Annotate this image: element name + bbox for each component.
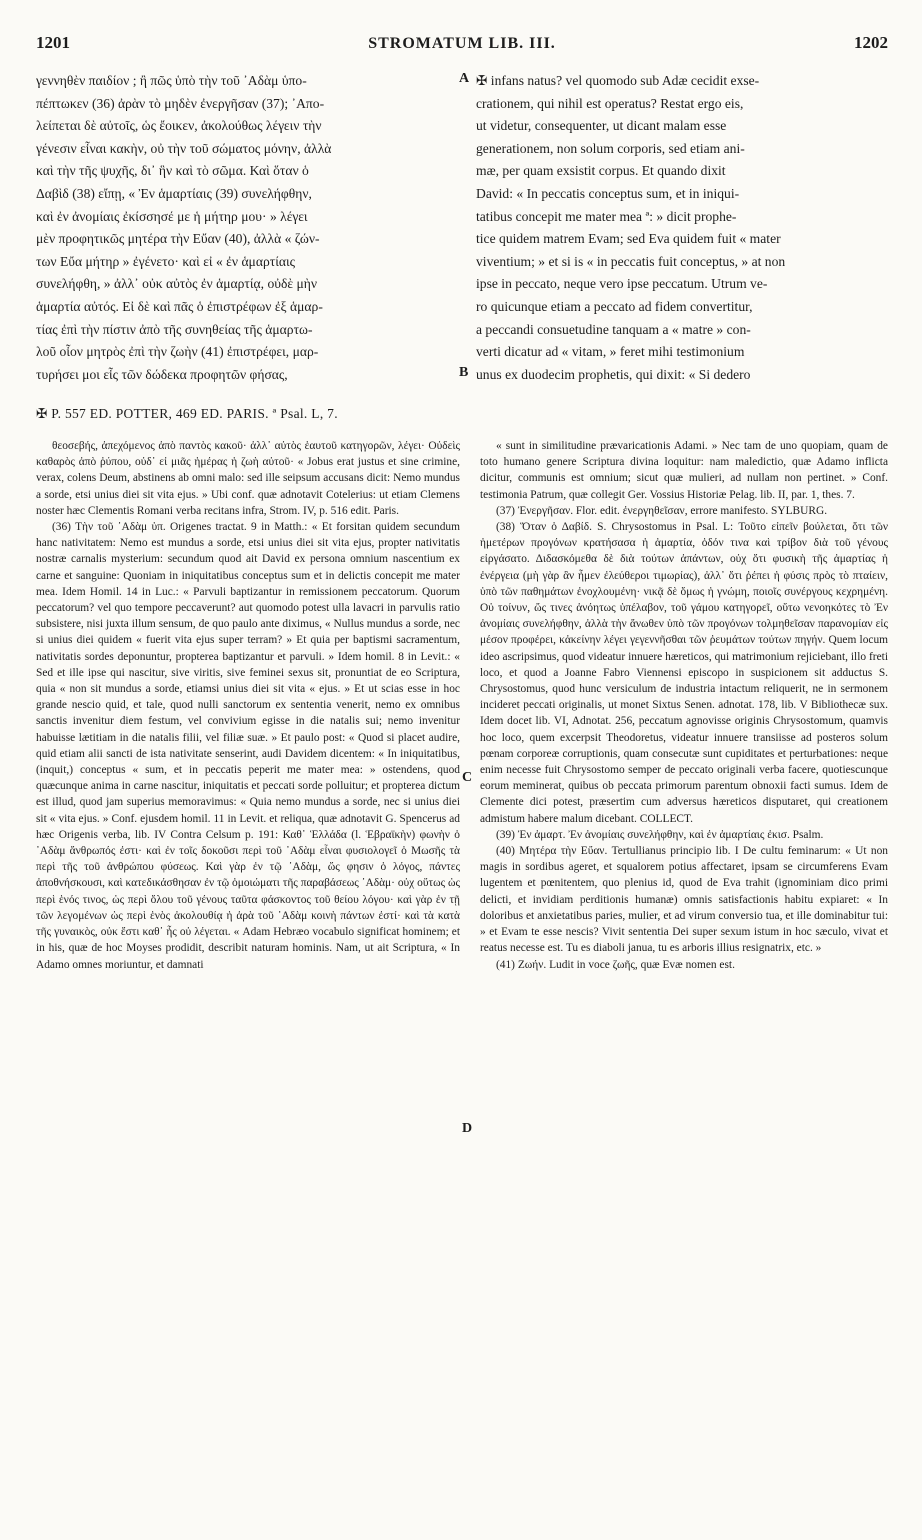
greek-text-line: των Εὔα μήτηρ » ἐγένετο· καὶ εἰ « ἐν ἁμαρτίαις [36,253,296,269]
greek-text-line: μὲν προφητικῶς μητέρα τὴν Εὔαν (40), ἀλλὰ « ζών- [36,231,320,247]
running-title: STROMATUM LIB. III. [368,35,556,52]
greek-text-line: τυρήσει μοι εἷς τῶν δώδεκα προφητῶν φήσας, [36,366,288,382]
page-number-left: 1201 [36,33,70,52]
footnote-paragraph: (39) Ἐν ἁμαρτ. Ἐν ἀνομίαις συνελήφθην, καὶ ἐν ἁμαρτίαις ἐκισ. Psalm. [496,828,824,841]
footnote-paragraph: (37) Ἐνεργῆσαν. Flor. edit. ἐνεργηθεῖσαν, errore manifesto. SYLBURG. [496,504,828,517]
column-marker-b: B [459,365,469,380]
greek-text-line: τίας ἐπὶ τὴν πίστιν ἀπὸ τῆς συνηθείας τῆς ἁμαρτω- [36,321,313,337]
footnote-paragraph: (41) Ζωήν. Ludit in voce ζωῆς, quæ Evæ nomen est. [496,958,735,971]
latin-text-line: ut videtur, consequenter, ut dicant malam esse [476,118,727,134]
latin-text-line: David: « In peccatis conceptus sum, et in iniqui- [476,185,740,201]
greek-text-line: γένεσιν εἶναι κακὴν, οὐ τὴν τοῦ σώματος μόνην, ἀλλὰ [36,140,332,156]
latin-text-line: tice quidem matrem Evam; sed Eva quidem fuit « mater [476,231,781,247]
latin-text-line: generationem, non solum corporis, sed etiam ani- [476,140,745,156]
latin-text-line: viventium; » et si is « in peccatis fuit conceptus, » at non [476,253,786,269]
greek-text-line: καὶ ἐν ἀνομίαις ἐκίσσησέ με ἡ μήτηρ μου· » λέγει [36,208,308,224]
greek-text-line: Δαβὶδ (38) εἴπῃ, « Ἐν ἁμαρτίαις (39) συνελήφθην, [36,185,312,201]
greek-text-line: ἁμαρτία αὐτός. Εἰ δὲ καὶ πᾶς ὁ ἐπιστρέφων ἐξ ἁμαρ- [36,298,323,314]
latin-text-line: mæ, per quam exsistit corpus. Et quando dixit [476,163,726,179]
greek-text-line: λείπεται δὲ αὐτοῖς, ὡς ἔοικεν, ἀκολούθως λέγειν τὴν [36,118,322,134]
greek-text-line: γεννηθὲν παιδίον ; ἢ πῶς ὑπὸ τὴν τοῦ ᾿Αδὰμ ὑπο- [36,73,307,88]
column-marker-c: C [462,770,473,785]
footnote-paragraph: (38) Ὅταν ὁ Δαβίδ. S. Chrysostomus in Psal. L: Τοῦτο εἰπεῖν βούλεται, ὅτι τῶν ἡμετέρων προγόνων κρατήσασα ἡ ἁμαρτία, ὁδόν τινα καὶ τρίβον διὰ τοῦ γένους εἰργάσατο. Διδασκόμεθα δὲ διὰ τούτων ἀπάντων, οὐχ ὅτι φυσικὴ τῆς ἁμαρτίας ἡ ἐνέργεια (μὴ γὰρ ἂν ἦμεν ἐλεύθεροι τιμωρίας), ἀλλ᾿ ὅτι ῥέπει ἡ φύσις πρὸς τὸ πταίειν, ὑπὸ τῶν παθημάτων ἐνοχλουμένη· νικᾷ δὲ ὅμως ἡ γνώμη, ποιοῖς συνέργους κεχρημένη. Οὐ τοίνυν, ὥς τινες ἀνόητως ὑπέλαβον, τοῦ γάμου κατηγορεῖ, οὕτω νενοηκότες τὸ Ἐν ἀνομίαις συνελήφθην, ἀλλὰ τὴν ἄνωθεν ὑπὸ τῶν προγόνων τολμηθεῖσαν παρανομίαν εἰς μέσον προφέρει, κἀκείνην λέγει γεγεννῆσθαι τῶν ῥευμάτων τούτων πηγήν. Quem locum ideo ascripsimus, quod videatur innuere hæreticos, qui matrimonium rejiciebant, illo freti loco, et quod a Joanne Fabro Viennensi episcopo in suspicionem sit adductus S. Chrysostomus, quod hunc versiculum de industria intactum reliquerit, ne in sermonem incideret peccati originalis, ut monet Sixtus Senen. adnotat. 178, lib. V Bibliothecæ sux. Idem docet lib. VI, Adnotat. 256, peccatum agnovisse originis Chrysostomum, quamvis hoc loco, quem excerpsit Theodoretus, videatur innuere transiisse ad posteros solum pœnam corporeæ corruptionis, quam consecutæ sunt cupiditates et perturbationes: neque enim necesse fuit Chrysostomo semper de peccato originali verba facere, quotiescunque eorum meminerat, quibus ob peccata primorum parentum obnoxii facti sumus. Idem de Clemente dici potest, præsertim cum adversus hæreticos disputaret, qui creationem admistum habere malum dicebant. COLLECT. [480,521,888,825]
latin-text-line: unus ex duodecim prophetis, qui dixit: « Si dedero [476,366,751,382]
latin-text-line: verti dicatur ad « vitam, » feret mihi testimonium [476,344,745,360]
page-header [36,33,888,59]
footnotes-left-column [36,438,460,973]
footnote-paragraph: « sunt in similitudine prævaricationis Adami. » Nec tam de uno quopiam, quam de toto humano genere Scriptura divina loquitur: nam maledictio, quæ Adamo inflicta dicitur, communis est omnium; sicut quæ mulieri, ad nullam non pertinet. » Conf. testimonia Patrum, quæ collegit Ger. Vossius Historiæ Pelag. lib. II, par. 1, thes. 7. [480,440,888,501]
latin-text-line: a peccandi consuetudine tanquam a « matre » con- [476,321,751,337]
greek-main-text [36,70,456,386]
column-marker-a: A [459,71,470,86]
latin-text-line: ✠ infans natus? vel quomodo sub Adæ cecidit exse- [476,73,760,88]
footnotes-right-column [480,438,888,973]
page-number-right: 1202 [854,33,888,52]
latin-text-line: ro quicunque etiam a peccato ad fidem convertitur, [476,298,753,314]
greek-text-line: καὶ τὴν τῆς ψυχῆς, δι᾿ ἣν καὶ τὸ σῶμα. Καὶ ὅταν ὁ [36,163,309,179]
footnote-paragraph: (36) Τὴν τοῦ ᾿Αδὰμ ὑπ. Origenes tractat. 9 in Matth.: « Et forsitan quidem secundum hanc nativitatem: Nemo est mundus a sorde, etsi unius diei sit vita ejus, propter nativitatis nostræ carnalis mysterium: secundum quod ait David ex persona omnium nascentium ex carne et sanguine: Quoniam in iniquitatibus conceptus sum et in delictis concepit me mater mea. Idem Homil. 14 in Luc.: « Parvuli baptizantur in remissionem peccatorum. Quorum peccatorum? vel quo tempore peccaverunt? aut quomodo potest ulla lavacri in parvulis ratio subsistere, nisi juxta illum sensum, de quo paulo ante diximus, « Nullus mundus a sorde, nec si unius diei quidem « fuerit vita ejus super terram? » Et quia per baptismi sacramentum, nativitatis sordes deponuntur, propterea baptizantur et parvuli. » Idem homil. 8 in Levit.: « Sed et ille ipse qui nascitur, sive viritis, sive feminei sexus sit, pronuntiat de eo Scriptura, quia « non sit mundus a sorde, etiamsi unius diei sit vita « ejus. » Et ut scias esse in hoc grande nescio quid, et tale, quod nulli sanctorum ex sententia venerit, nemo ex omnibus sanctis invenitur diem festum, vel convivium egisse in die natalis sui; nemo invenitur habuisse lætitiam in die natalis filii, vel filiæ suæ. » Et paulo post: « Quod si placet audire, quid etiam alii sancti de ista nativitate senserint, audi Davidem dicentem: « In iniquitatibus, (inquit,) conceptus « sum, et in peccatis peperit me mater mea: » ostendens, quod quæcunque anima in carne nascitur, iniquitatis et peccati sorde polluitur; et propterea dictum est illud, quod jam superius memoravimus: « Quia nemo mundus a sorde, nec si unius diei sit « vita ejus. » Conf. ejusdem homil. 11 in Levit. et reliqua, quæ adnotavit G. Spencerus ad hæc Origenis verba, lib. IV Contra Celsum p. 191: Καθ᾿ Ἑλλάδα (l. Ἑβραϊκὴν) φωνὴν ὁ ᾿Αδὰμ ἄνθρωπός ἐστι· καὶ ἐν τοῖς δοκοῦσι περὶ τοῦ ᾿Αδὰμ εἶναι φυσιολογεῖ ὁ Μωσῆς τὰ περὶ τῆς τοῦ ἀνθρώπου φύσεως. Καὶ γὰρ ἐν τῷ ᾿Αδὰμ, ὥς φησιν ὁ λόγος, πάντες ἀποθνήσκουσι, καὶ κατεδικάσθησαν ἐν τῷ ὁμοιώματι τῆς παραβάσεως ᾿Αδὰμ· οὐχ οὕτως ὡς περὶ ἑνός τινος, ὡς περὶ ὅλου τοῦ γένους ταῦτα φάσκοντος τοῦ θείου λόγου· καὶ γὰρ ἐν τῇ τῶν λεγομένων ὡς περὶ ἑνὸς ἀκολουθίᾳ ἡ ἀρὰ τοῦ ᾿Αδὰμ κοινὴ πάντων ἐστί· καὶ τὰ κατὰ τῆς γυναικὸς, οὐκ ἔστι καθ᾿ ἧς οὐ λέγεται. « Adam Hebræo vocabulo significat hominem; et in his, quæ de hoc Moyses prodidit, describit naturam hominis. Nam, ut ait Scriptura, « In Adamo omnes moriuntur, et damnati [36,521,460,971]
latin-text-line: ipse in peccato, neque vero ipse peccatum. Utrum ve- [476,276,768,292]
footnote-paragraph: (40) Μητέρα τὴν Εὔαν. Tertullianus principio lib. I De cultu feminarum: « Ut non magis in sordibus ageret, et squalorem potius affectaret, ipsam se circumferens Evam lugentem et pœnitentem, quo plenius id, quod de Eva trahit (ignominiam dico primi delicti, et invidiam perditionis humanæ) omnis satisfactionis habitu expiaret: « In doloribus et anxietatibus paries, mulier, et ad virum conversio tua, et ille dominabitur tui: » et Evam te esse nescis? Vivit sententia Dei super sexum istum in hoc sæculo, vivat et reatus necesse est. Tu es diaboli janua, tu es arboris illius resignatrix, etc. » [480,845,888,955]
latin-main-text [476,70,888,386]
edition-reference-line: ✠ P. 557 ED. POTTER, 469 ED. PARIS. ª Psal. L, 7. [36,406,338,421]
latin-text-line: tatibus concepit me mater mea ª: » dicit prophe- [476,208,737,224]
greek-text-line: συνελήφθη, » ἀλλ᾿ οὐκ αὐτὸς ἐν ἁμαρτίᾳ, οὐδὲ μὴν [36,276,318,292]
greek-text-line: λοῦ οἷον μητρὸς ἐπὶ τὴν ζωὴν (41) ἐπιστρέφει, μαρ- [36,344,319,360]
footnote-paragraph: θεοσεβής, ἀπεχόμενος ἀπὸ παντὸς κακοῦ· ἀλλ᾿ αὐτὸς ἑαυτοῦ κατηγορῶν, λέγει· Οὐδεὶς καθαρὸς ἀπὸ ῥύπου, οὐδ᾿ εἰ μιᾶς ἡμέρας ἡ ζωὴ αὐτοῦ· « Jobus erat justus et sine crimine, verax, colens Deum, abstinens ab omni malo: sed ille seipsum accusans dicit: Nemo mundus a sorde, etsi unius diei sit vita ejus. » Ubi conf. quæ adnotavit Cotelerius: ut etiam Clemens noster hæc Clementis Romani verba recitans infra, Strom. IV, p. 516 edit. Paris. [36,440,460,517]
latin-text-line: crationem, qui nihil est operatus? Restat ergo eis, [476,95,744,111]
column-marker-d: D [462,1121,473,1136]
greek-text-line: πέπτωκεν (36) ἀρὰν τὸ μηδὲν ἐνεργῆσαν (37); ᾿Απο- [36,95,325,111]
